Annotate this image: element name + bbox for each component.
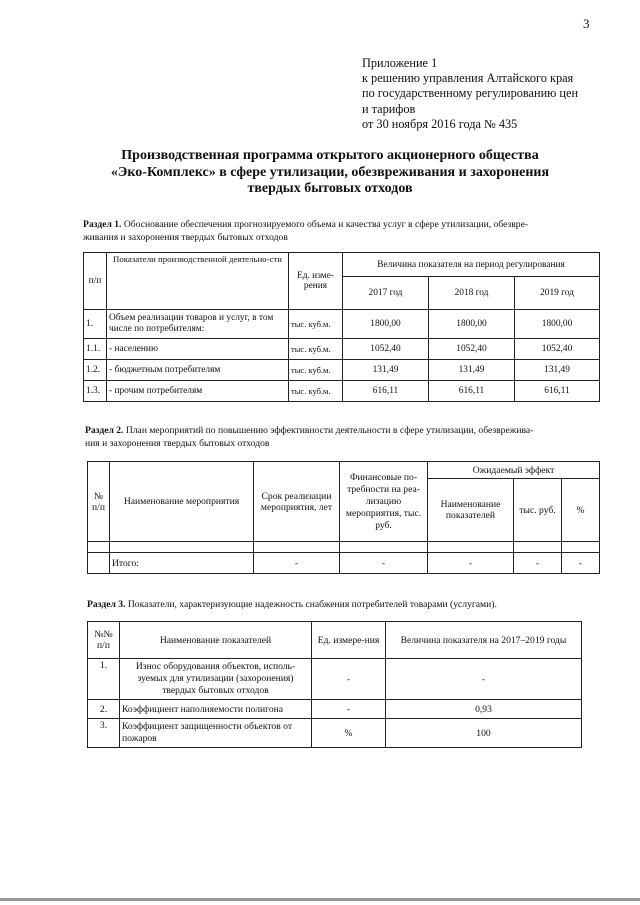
table-row <box>88 659 582 700</box>
reliability-table <box>87 621 582 748</box>
row-value: 1052,40 <box>429 339 515 360</box>
row-name: - прочим потребителям <box>107 381 289 402</box>
appendix-line: и тарифов <box>362 101 416 116</box>
section-3-text: Показатели, характеризующие надежность снабжения потребителей товарами (услугами). <box>127 599 497 610</box>
title-line: «Эко-Комплекс» в сфере утилизации, обезвреживания и захоронения <box>110 164 550 180</box>
header-effect-name: Наименование показателей <box>428 479 514 542</box>
appendix-line: от 30 ноября 2016 года № 435 <box>362 116 518 131</box>
header-num: №№ п/п <box>88 622 120 659</box>
page-bottom-edge <box>0 898 640 901</box>
production-table <box>83 252 600 402</box>
table-header-row <box>88 462 600 479</box>
row-unit: - <box>312 659 386 700</box>
appendix-line: Приложение 1 <box>362 56 438 70</box>
header-name: Наименование мероприятия <box>110 462 254 542</box>
header-indicator: Показатели производственной деятельно-сти <box>107 253 289 310</box>
row-value: 1800,00 <box>515 310 600 339</box>
table-row <box>84 339 600 360</box>
row-num: 1.3. <box>84 381 107 402</box>
total-effect-rub: - <box>514 553 562 574</box>
section-3-label: Раздел 3. <box>87 599 126 610</box>
row-unit: - <box>312 700 386 719</box>
section-1-label: Раздел 1. <box>83 219 122 230</box>
row-value: 616,11 <box>429 381 515 402</box>
header-period: Величина показателя на период регулирования <box>343 253 600 277</box>
table-row <box>84 310 600 339</box>
row-value: - <box>386 659 582 700</box>
row-num: 1. <box>84 310 107 339</box>
section-1-text-2: живания и захоронения твердых бытовых отходов <box>83 231 288 243</box>
section-1-text: Обоснование обеспечения прогнозируемого объема и качества услуг в сфере утилизации, обезвре- <box>123 219 529 230</box>
section-2-text: План мероприятий по повышению эффективности деятельности в сфере утилизации, обезврежива- <box>125 425 534 436</box>
total-finance: - <box>340 553 428 574</box>
row-value: 100 <box>386 719 582 748</box>
row-unit: тыс. куб.м. <box>289 360 343 381</box>
table-header-row <box>84 253 600 277</box>
appendix-line: к решению управления Алтайского края <box>362 71 574 86</box>
header-effect: Ожидаемый эффект <box>428 462 600 479</box>
row-name: Объем реализации товаров и услуг, в том числе по потребителям: <box>107 310 289 339</box>
row-unit: тыс. куб.м. <box>289 381 343 402</box>
header-effect-rub: тыс. руб. <box>514 479 562 542</box>
row-num: 3. <box>88 719 120 748</box>
header-num: п/п <box>84 253 107 310</box>
document-title <box>60 148 600 198</box>
table-row <box>88 553 600 574</box>
row-name: - бюджетным потребителям <box>107 360 289 381</box>
title-line: твердых бытовых отходов <box>247 181 413 196</box>
measures-table <box>87 461 600 574</box>
header-name: Наименование показателей <box>120 622 312 659</box>
row-value: 616,11 <box>515 381 600 402</box>
header-unit: Ед. измере-ния <box>312 622 386 659</box>
row-name: Коэффициент наполняемости полигона <box>120 700 312 719</box>
header-year: 2019 год <box>515 277 600 310</box>
row-unit: тыс. куб.м. <box>289 339 343 360</box>
total-label: Итого: <box>110 553 254 574</box>
row-value: 1800,00 <box>343 310 429 339</box>
header-term: Срок реализации мероприятия, лет <box>254 462 340 542</box>
table-row <box>84 381 600 402</box>
header-effect-pct: % <box>562 479 600 542</box>
row-value: 0,93 <box>386 700 582 719</box>
table-row <box>88 700 582 719</box>
row-num: 1.2. <box>84 360 107 381</box>
row-num: 2. <box>88 700 120 719</box>
header-num: № п/п <box>88 462 110 542</box>
header-finance: Финансовые по-требности на реа-лизацию мероприятия, тыс. руб. <box>340 462 428 542</box>
header-value: Величина показателя на 2017–2019 годы <box>386 622 582 659</box>
page-number: 3 <box>583 16 590 31</box>
row-name: - населению <box>107 339 289 360</box>
header-unit: Ед. изме-рения <box>289 253 343 310</box>
table-header-row <box>88 622 582 659</box>
total-term: - <box>254 553 340 574</box>
row-unit: тыс. куб.м. <box>289 310 343 339</box>
section-2-label: Раздел 2. <box>85 425 124 436</box>
header-year: 2018 год <box>429 277 515 310</box>
row-unit: % <box>312 719 386 748</box>
section-2-text-2: ния и захоронения твердых бытовых отходов <box>85 437 270 449</box>
title-line: Производственная программа открытого акционерного общества <box>121 148 539 163</box>
row-value: 1800,00 <box>429 310 515 339</box>
appendix-block <box>362 56 578 132</box>
total-effect-name: - <box>428 553 514 574</box>
total-effect-pct: - <box>562 553 600 574</box>
table-row <box>84 360 600 381</box>
section-3-heading <box>87 599 607 612</box>
row-value: 131,49 <box>515 360 600 381</box>
row-name: Коэффициент защищенности объектов от пожаров <box>120 719 312 748</box>
row-value: 131,49 <box>429 360 515 381</box>
appendix-line: по государственному регулированию цен <box>362 86 579 101</box>
table-row <box>88 719 582 748</box>
row-value: 616,11 <box>343 381 429 402</box>
row-value: 1052,40 <box>515 339 600 360</box>
row-num: 1. <box>88 659 120 700</box>
section-1-heading <box>83 219 603 244</box>
row-value: 131,49 <box>343 360 429 381</box>
section-2-heading <box>85 425 605 450</box>
row-name: Износ оборудования объектов, исполь-зуемых для утилизации (захоронения) твердых бытовых отходов <box>120 659 312 700</box>
table-row <box>88 542 600 553</box>
row-num: 1.1. <box>84 339 107 360</box>
header-year: 2017 год <box>343 277 429 310</box>
row-value: 1052,40 <box>343 339 429 360</box>
